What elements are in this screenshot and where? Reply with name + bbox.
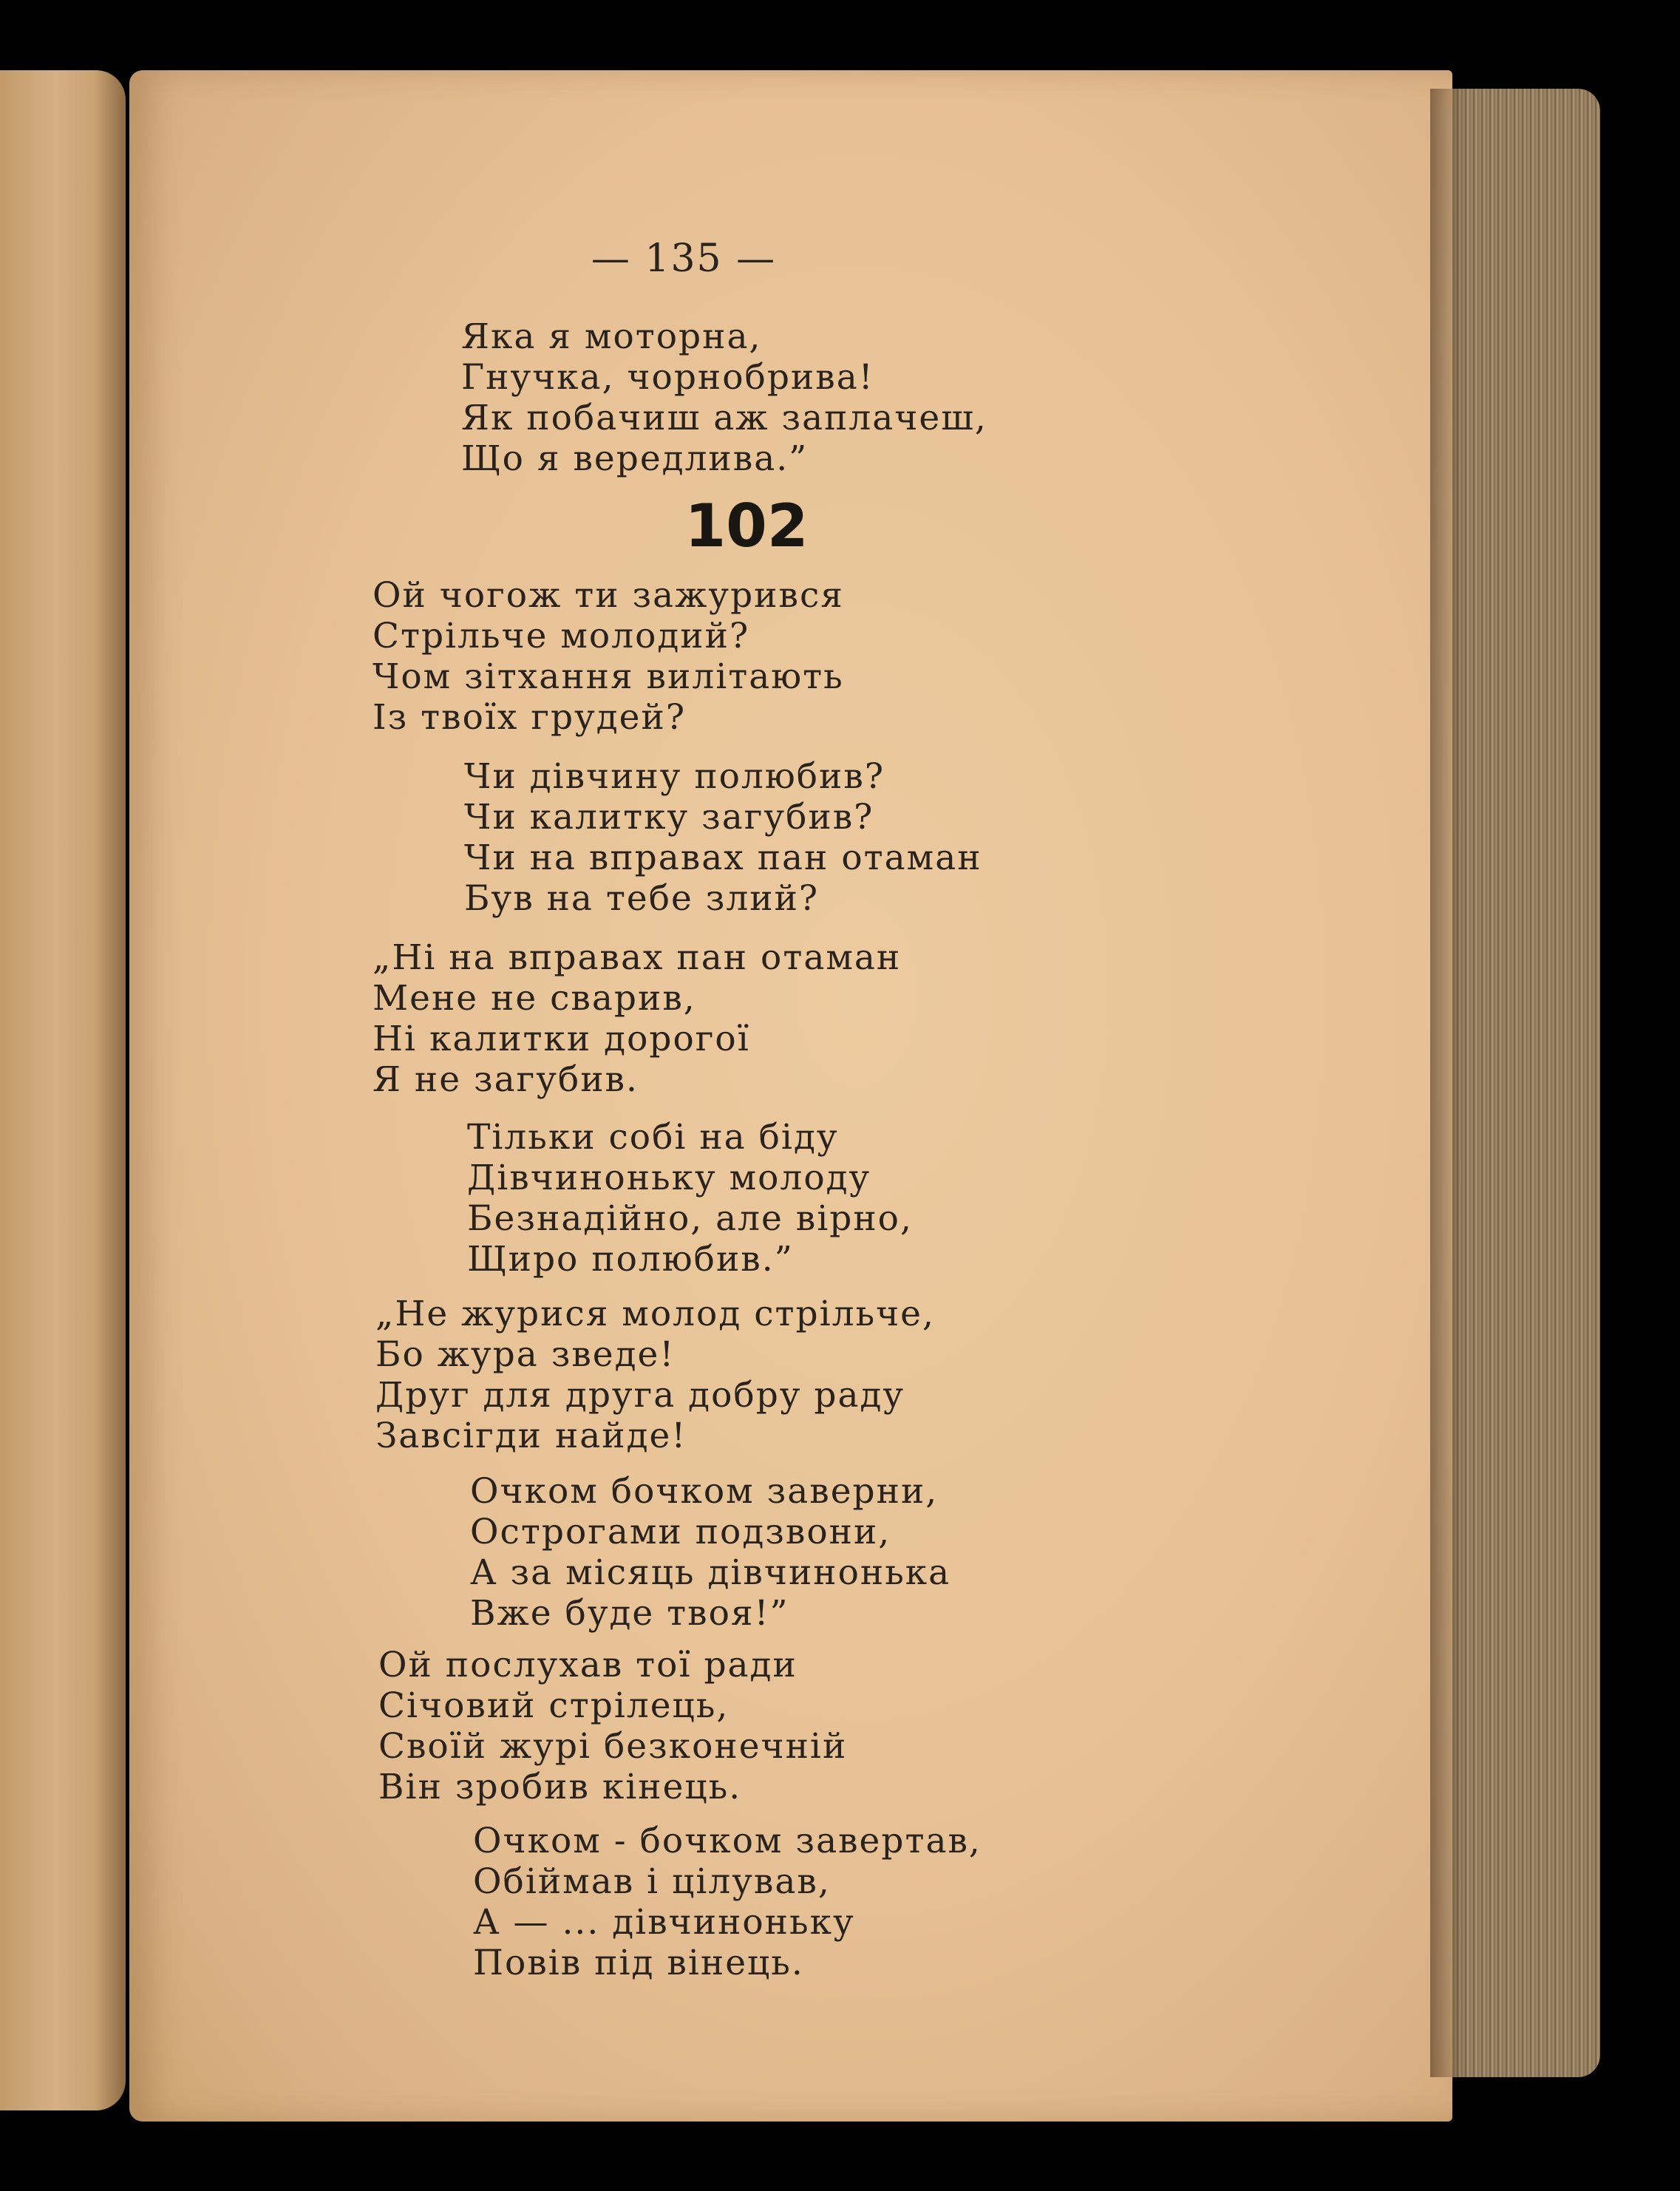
verse-line: Був на тебе злий?	[464, 878, 820, 919]
verse-line: Чи на вправах пан отаман	[464, 838, 982, 878]
verse-line: Повів під вінець.	[473, 1943, 804, 1983]
stanza-9	[473, 1821, 982, 1983]
verse-line: Я не загубив.	[373, 1059, 639, 1100]
verse-line: Ой чогож ти зажурився	[373, 575, 844, 616]
verse-line: Мене не сварив,	[373, 978, 696, 1019]
verse-line: Із твоїх грудей?	[373, 697, 687, 738]
stanza-7	[470, 1471, 950, 1634]
verse-line: Щиро полюбив.”	[467, 1239, 794, 1280]
verse-line: Ні калитки дорогої	[373, 1019, 750, 1059]
verse-line: Гнучка, чорнобрива!	[461, 357, 874, 398]
verse-line: Що я вередлива.”	[461, 438, 809, 479]
stanza-5	[467, 1117, 913, 1280]
verse-line: А — ... дівчиноньку	[473, 1902, 855, 1943]
verse-line: Він зробив кінець.	[378, 1767, 742, 1807]
stanza-8	[378, 1645, 847, 1807]
stanza-2	[373, 575, 844, 738]
verse-line: Як побачиш аж заплачеш,	[461, 398, 987, 438]
stanza-4	[373, 937, 901, 1100]
verse-line: Обіймав і цілував,	[473, 1861, 831, 1902]
verse-line: Стрільче молодий?	[373, 616, 750, 656]
verse-line: Очком - бочком завертав,	[473, 1821, 982, 1861]
verse-line: Вже буде твоя!”	[470, 1593, 789, 1634]
page-gutter-shadow	[1430, 89, 1467, 2077]
verse-line: Чи калитку загубив?	[464, 797, 874, 838]
verse-line: Тільки собі на біду	[467, 1117, 839, 1158]
verse-line: Чи дівчину полюбив?	[464, 756, 885, 797]
verse-line: Бо жура зведе!	[375, 1334, 676, 1375]
verse-line: „Ні на вправах пан отаман	[373, 937, 902, 978]
page-number: — 135 —	[591, 237, 777, 281]
verse-line: Очком бочком заверни,	[470, 1471, 939, 1512]
verse-line: Січовий стрілець,	[378, 1685, 730, 1726]
verse-line: Завсігди найде!	[375, 1416, 687, 1456]
left-page-edge	[0, 70, 126, 2110]
verse-line: „Не журися молод стрільче,	[375, 1294, 935, 1334]
verse-line: Дівчиноньку молоду	[467, 1158, 871, 1198]
stanza-1	[461, 316, 987, 479]
verse-line: Друг для друга добру раду	[375, 1375, 905, 1416]
verse-line: А за місяць дівчинонька	[470, 1552, 951, 1593]
verse-line: Безнадійно, але вірно,	[467, 1198, 913, 1239]
verse-line: Острогами подзвони,	[470, 1512, 891, 1552]
song-number-heading: 102	[684, 492, 809, 560]
verse-line: Яка я моторна,	[461, 316, 762, 357]
stanza-6	[375, 1294, 935, 1456]
verse-line: Своїй журі безконечній	[378, 1726, 848, 1767]
verse-line: Чом зітхання вилітають	[373, 656, 844, 697]
stanza-3	[464, 756, 982, 919]
verse-line: Ой послухав тої ради	[378, 1645, 798, 1685]
